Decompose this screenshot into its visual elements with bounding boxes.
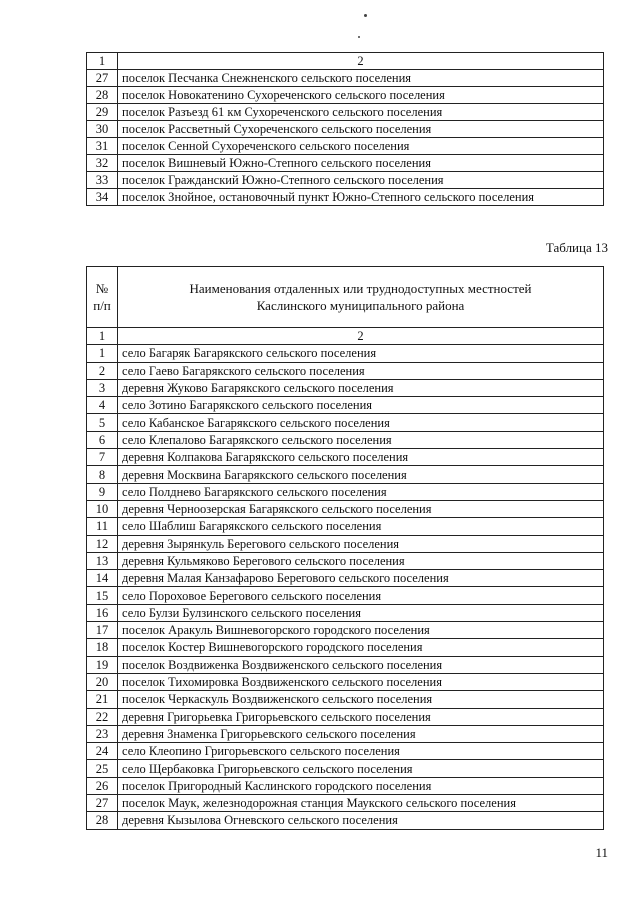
row-number: 11 (87, 518, 118, 535)
table-row (87, 121, 604, 138)
col-num-index: 1 (87, 53, 118, 70)
table-row (87, 431, 604, 448)
continued-table (86, 52, 604, 206)
row-number: 20 (87, 673, 118, 690)
localities-table (86, 266, 604, 830)
row-number: 25 (87, 760, 118, 777)
table-row (87, 691, 604, 708)
locality-name: деревня Кызылова Огневского сельского поселения (118, 812, 604, 829)
table-row (87, 812, 604, 829)
locality-name: село Щербаковка Григорьевского сельского поселения (118, 760, 604, 777)
table-row (87, 673, 604, 690)
locality-name: поселок Пригородный Каслинского городского поселения (118, 777, 604, 794)
locality-name: поселок Новокатенино Сухореченского сельского поселения (118, 87, 604, 104)
locality-name: село Багаряк Багарякского сельского поселения (118, 345, 604, 362)
locality-name: поселок Костер Вишневогорского городского поселения (118, 639, 604, 656)
row-number: 32 (87, 155, 118, 172)
table-caption: Таблица 13 (545, 240, 608, 255)
locality-name: деревня Жуково Багарякского сельского поселения (118, 379, 604, 396)
table-row (87, 397, 604, 414)
locality-name: село Кабанское Багарякского сельского поселения (118, 414, 604, 431)
locality-name: деревня Москвина Багарякского сельского поселения (118, 466, 604, 483)
table-row (87, 743, 604, 760)
row-number: 1 (87, 345, 118, 362)
row-number: 3 (87, 379, 118, 396)
table-row (87, 795, 604, 812)
row-number: 23 (87, 725, 118, 742)
locality-name: деревня Черноозерская Багарякского сельского поселения (118, 500, 604, 517)
row-number: 28 (87, 87, 118, 104)
row-number: 31 (87, 138, 118, 155)
col-name-index: 2 (118, 328, 604, 345)
locality-name: село Зотино Багарякского сельского поселения (118, 397, 604, 414)
row-number: 22 (87, 708, 118, 725)
col-num-header: № п/п (87, 267, 118, 328)
locality-name: поселок Разъезд 61 км Сухореченского сельского поселения (118, 104, 604, 121)
locality-name: село Клепалово Багарякского сельского поселения (118, 431, 604, 448)
col-name-index: 2 (118, 53, 604, 70)
table-row (87, 449, 604, 466)
table-row (87, 138, 604, 155)
table-row (87, 172, 604, 189)
table-row (87, 345, 604, 362)
row-number: 9 (87, 483, 118, 500)
row-number: 5 (87, 414, 118, 431)
table-row (87, 656, 604, 673)
table-row (87, 552, 604, 569)
locality-name: село Пороховое Берегового сельского поселения (118, 587, 604, 604)
table-row (87, 587, 604, 604)
table-row (87, 466, 604, 483)
table-row (87, 483, 604, 500)
table-row (87, 379, 604, 396)
locality-name: деревня Зырянкуль Берегового сельского поселения (118, 535, 604, 552)
locality-name: село Булзи Булзинского сельского поселения (118, 604, 604, 621)
row-number: 14 (87, 570, 118, 587)
locality-name: деревня Кульмяково Берегового сельского поселения (118, 552, 604, 569)
table-row (87, 414, 604, 431)
row-number: 4 (87, 397, 118, 414)
table-row (87, 189, 604, 206)
locality-name: поселок Сенной Сухореченского сельского поселения (118, 138, 604, 155)
locality-name: село Клеопино Григорьевского сельского поселения (118, 743, 604, 760)
locality-name: деревня Знаменка Григорьевского сельского поселения (118, 725, 604, 742)
row-number: 19 (87, 656, 118, 673)
row-number: 2 (87, 362, 118, 379)
row-number: 27 (87, 70, 118, 87)
locality-name: поселок Знойное, остановочный пункт Южно-Степного сельского поселения (118, 189, 604, 206)
row-number: 28 (87, 812, 118, 829)
locality-name: поселок Гражданский Южно-Степного сельского поселения (118, 172, 604, 189)
table-row (87, 760, 604, 777)
table-row (87, 104, 604, 121)
locality-name: деревня Григорьевка Григорьевского сельского поселения (118, 708, 604, 725)
table-subheader-row (87, 328, 604, 345)
locality-name: поселок Тихомировка Воздвиженского сельского поселения (118, 673, 604, 690)
row-number: 21 (87, 691, 118, 708)
table-row (87, 70, 604, 87)
row-number: 8 (87, 466, 118, 483)
row-number: 10 (87, 500, 118, 517)
row-number: 15 (87, 587, 118, 604)
table-header-row (87, 267, 604, 328)
locality-name: поселок Песчанка Снежненского сельского поселения (118, 70, 604, 87)
table-row (87, 535, 604, 552)
col-num-index: 1 (87, 328, 118, 345)
row-number: 6 (87, 431, 118, 448)
row-number: 12 (87, 535, 118, 552)
locality-name: поселок Воздвиженка Воздвиженского сельского поселения (118, 656, 604, 673)
row-number: 30 (87, 121, 118, 138)
table-row (87, 708, 604, 725)
table-row (87, 518, 604, 535)
table-row (87, 639, 604, 656)
table-row (87, 622, 604, 639)
row-number: 13 (87, 552, 118, 569)
page-number: 11 (595, 845, 608, 860)
table-row (87, 604, 604, 621)
table-row (87, 87, 604, 104)
col-name-header: Наименования отдаленных или труднодоступных местностей Каслинского муниципального района (118, 267, 604, 328)
row-number: 16 (87, 604, 118, 621)
row-number: 26 (87, 777, 118, 794)
row-number: 33 (87, 172, 118, 189)
row-number: 34 (87, 189, 118, 206)
scan-speck (364, 14, 367, 17)
locality-name: поселок Рассветный Сухореченского сельского поселения (118, 121, 604, 138)
table-row (87, 500, 604, 517)
locality-name: деревня Колпакова Багарякского сельского поселения (118, 449, 604, 466)
locality-name: село Полднево Багарякского сельского поселения (118, 483, 604, 500)
table-row (87, 777, 604, 794)
table-row (87, 155, 604, 172)
table-row (87, 570, 604, 587)
locality-name: село Гаево Багарякского сельского поселения (118, 362, 604, 379)
locality-name: село Шаблиш Багарякского сельского поселения (118, 518, 604, 535)
scan-speck (358, 36, 360, 38)
locality-name: поселок Вишневый Южно-Степного сельского поселения (118, 155, 604, 172)
locality-name: деревня Малая Канзафарово Берегового сельского поселения (118, 570, 604, 587)
row-number: 27 (87, 795, 118, 812)
table-row (87, 725, 604, 742)
locality-name: поселок Маук, железнодорожная станция Маукского сельского поселения (118, 795, 604, 812)
row-number: 17 (87, 622, 118, 639)
locality-name: поселок Аракуль Вишневогорского городского поселения (118, 622, 604, 639)
table-subheader-row (87, 53, 604, 70)
row-number: 24 (87, 743, 118, 760)
row-number: 7 (87, 449, 118, 466)
row-number: 29 (87, 104, 118, 121)
table-row (87, 362, 604, 379)
row-number: 18 (87, 639, 118, 656)
locality-name: поселок Черкаскуль Воздвиженского сельского поселения (118, 691, 604, 708)
